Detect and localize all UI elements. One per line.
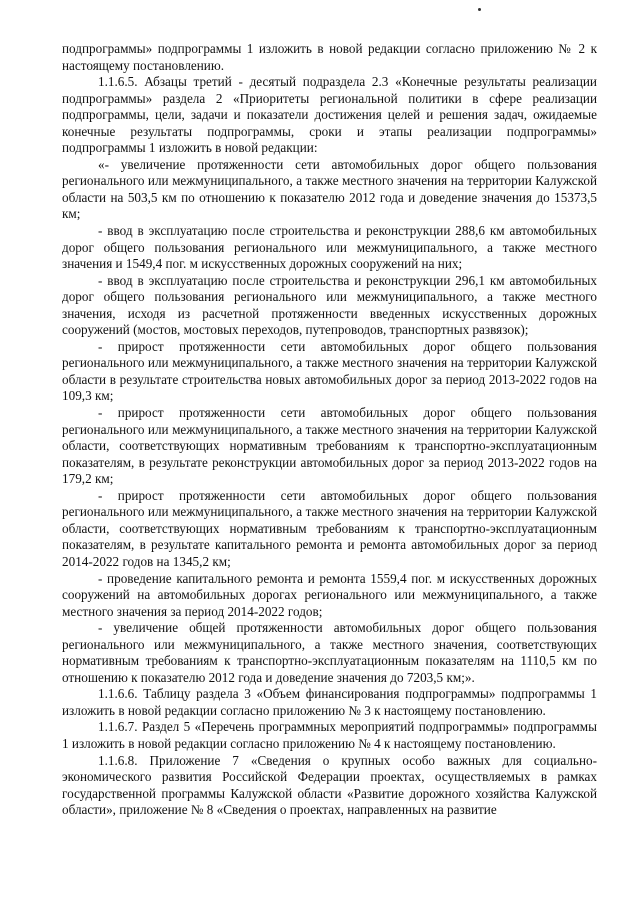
bullet-repair-growth: - прирост протяженности сети автомобильных дорог общего пользования регионального или межмуниципального, а также местного значения на территории Калужской области, соответствующих нормативным требованиям к транспортно-эксплуатационным показателям, в результате капитального ремонта и ремонта автомобильных дорог за период 2014-2022 годов на 1345,2 км; bbox=[62, 487, 597, 569]
paragraph-1-1-6-5: 1.1.6.5. Абзацы третий - десятый подраздела 2.3 «Конечные результаты реализации подпрограммы» раздела 2 «Приоритеты региональной политики в сфере реализации подпрограммы, цели, задачи и показатели достижения целей и решения задач, ожидаемые конечные результаты подпрограммы, сроки и этапы реализации подпрограммы» подпрограммы 1 изложить в новой редакции: bbox=[62, 74, 597, 156]
paragraph-1-1-6-7: 1.1.6.7. Раздел 5 «Перечень программных мероприятий подпрограммы» подпрограммы 1 изложить в новой редакции согласно приложению № 4 к настоящему постановлению. bbox=[62, 719, 597, 751]
paragraph-continuation: подпрограммы» подпрограммы 1 изложить в новой редакции согласно приложению № 2 к настоящему постановлению. bbox=[62, 41, 597, 73]
paragraph-1-1-6-8: 1.1.6.8. Приложение 7 «Сведения о крупных особо важных для социально-экономического развития Российской Федерации проектах, осуществляемых в рамках государственной программы Калужской области «Развитие дорожного хозяйства Калужской области», приложение № 8 «Сведения о проектах, направленных на развитие bbox=[62, 752, 597, 818]
bullet-commissioning-296: - ввод в эксплуатацию после строительства и реконструкции 296,1 км автомобильных дорог общего пользования регионального или межмуниципального, а также местного значения, исходя из расчетной протяженности введенных искусственных дорожных сооружений (мостов, мостовых переходов, путепроводов, транспортных развязок); bbox=[62, 272, 597, 338]
bullet-road-length-increase: «- увеличение протяженности сети автомобильных дорог общего пользования регионального или межмуниципального, а также местного значения на территории Калужской области на 503,5 км по отношению к показателю 2012 года и доведение значения до 15373,5 км; bbox=[62, 156, 597, 222]
paragraph-1-1-6-6: 1.1.6.6. Таблицу раздела 3 «Объем финансирования подпрограммы» подпрограммы 1 изложить в новой редакции согласно приложению № 3 к настоящему постановлению. bbox=[62, 686, 597, 718]
document-body bbox=[62, 41, 597, 819]
bullet-commissioning-288: - ввод в эксплуатацию после строительства и реконструкции 288,6 км автомобильных дорог общего пользования регионального или межмуниципального, а также местного значения и 1549,4 пог. м искусственных дорожных сооружений на них; bbox=[62, 223, 597, 272]
bullet-new-roads-growth: - прирост протяженности сети автомобильных дорог общего пользования регионального или межмуниципального, а также местного значения на территории Калужской области в результате строительства новых автомобильных дорог за период 2013-2022 годов на 109,3 км; bbox=[62, 338, 597, 404]
bullet-structures-repair: - проведение капитального ремонта и ремонта 1559,4 пог. м искусственных дорожных сооружений на автомобильных дорогах регионального или межмуниципального, а также местного значения за период 2014-2022 годов; bbox=[62, 570, 597, 619]
scan-mark bbox=[478, 8, 481, 11]
bullet-reconstruction-growth: - прирост протяженности сети автомобильных дорог общего пользования регионального или межмуниципального, а также местного значения на территории Калужской области, соответствующих нормативным требованиям к транспортно-эксплуатационным показателям, в результате реконструкции автомобильных дорог за период 2013-2022 годов на 179,2 км; bbox=[62, 405, 597, 487]
bullet-total-length-increase: - увеличение общей протяженности автомобильных дорог общего пользования регионального или межмуниципального, а также местного значения, соответствующих нормативным требованиям к транспортно-эксплуатационным показателям на 1110,5 км по отношению к показателю 2012 года и доведение значения до 7203,5 км;». bbox=[62, 620, 597, 685]
